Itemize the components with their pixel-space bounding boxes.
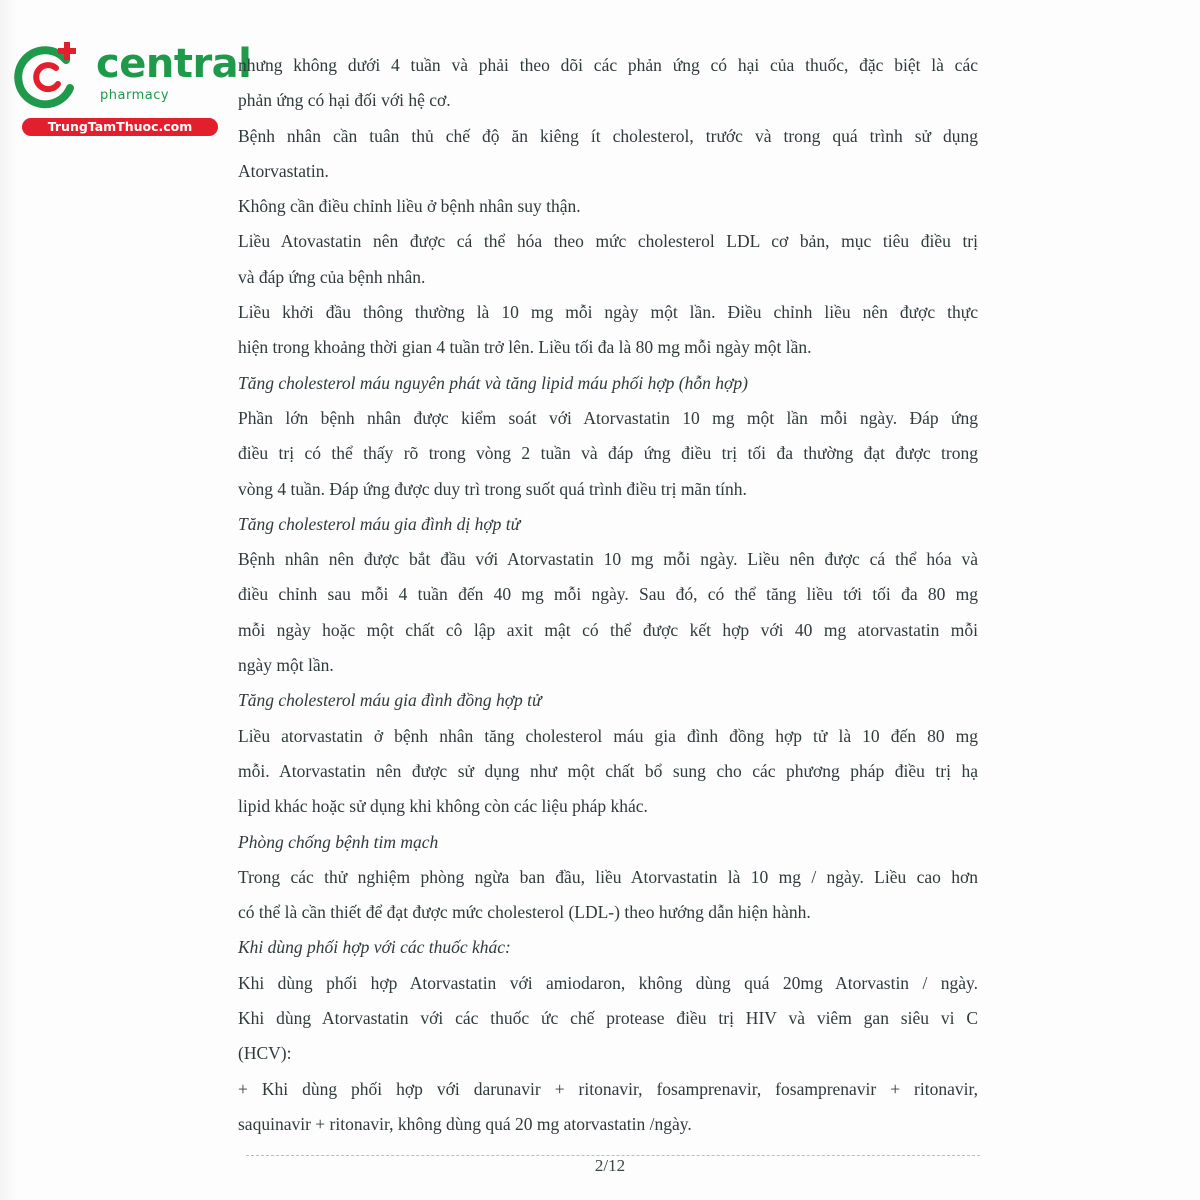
text-line: nhưng không dưới 4 tuần và phải theo dõi các phản ứng có hại của thuốc, đặc biệt là các [238, 55, 978, 75]
section-heading: Tăng cholesterol máu nguyên phát và tăng lipid máu phối hợp (hỗn hợp) [238, 372, 748, 393]
text-line: Atorvastatin. [238, 160, 329, 181]
text-line: điều chỉnh sau mỗi 4 tuần đến 40 mg mỗi ngày. Sau đó, có thể tăng liều tới tối đa 80 mg [238, 584, 978, 605]
brand-logo [10, 38, 252, 138]
document-body [238, 48, 978, 1142]
text-line: Khi dùng Atorvastatin với các thuốc ức chế protease điều trị HIV và viêm gan siêu vi C [238, 1008, 978, 1029]
text-line: saquinavir + ritonavir, không dùng quá 20 mg atorvastatin /ngày. [238, 1113, 692, 1134]
text-line: Phần lớn bệnh nhân được kiểm soát với Atorvastatin 10 mg một lần mỗi ngày. Đáp ứng [238, 407, 978, 428]
text-line: Liều khởi đầu thông thường là 10 mg mỗi ngày một lần. Điều chỉnh liều nên được thực [238, 302, 978, 323]
text-line: và đáp ứng của bệnh nhân. [238, 266, 426, 287]
logo-subtitle: pharmacy [100, 88, 170, 103]
central-pharmacy-logo-icon [10, 38, 86, 114]
text-line: (HCV): [238, 1043, 292, 1064]
text-line: ngày một lần. [238, 655, 334, 676]
text-line: Liều atorvastatin ở bệnh nhân tăng cholesterol máu gia đình đồng hợp tử là 10 đến 80 mg [238, 725, 978, 746]
text-line: Bệnh nhân cần tuân thủ chế độ ăn kiêng ít cholesterol, trước và trong quá trình sử dụng [238, 125, 978, 146]
text-line: mỗi. Atorvastatin nên được sử dụng như một chất bổ sung cho các phương pháp điều trị hạ [238, 760, 978, 781]
section-heading: Khi dùng phối hợp với các thuốc khác: [238, 937, 511, 958]
text-line: có thể là cần thiết để đạt được mức cholesterol (LDL-) theo hướng dẫn hiện hành. [238, 902, 811, 923]
text-line: vòng 4 tuần. Đáp ứng được duy trì trong suốt quá trình điều trị mãn tính. [238, 478, 747, 499]
text-line: lipid khác hoặc sử dụng khi không còn các liệu pháp khác. [238, 796, 648, 817]
scan-shadow [0, 0, 18, 1200]
text-line: điều trị có thể thấy rõ trong vòng 2 tuần và đáp ứng điều trị tối đa thường đạt được trong [238, 443, 978, 464]
text-line: + Khi dùng phối hợp với darunavir + ritonavir, fosamprenavir, fosamprenavir + ritonavir, [238, 1078, 978, 1099]
text-line: phản ứng có hại đối với hệ cơ. [238, 90, 451, 111]
logo-wordmark: central [96, 41, 252, 87]
section-heading: Tăng cholesterol máu gia đình dị hợp tử [238, 513, 521, 534]
section-heading: Phòng chống bệnh tim mạch [238, 831, 439, 852]
text-line: mỗi ngày hoặc một chất cô lập axit mật có thể được kết hợp với 40 mg atorvastatin mỗi [238, 619, 978, 640]
text-line: Trong các thử nghiệm phòng ngừa ban đầu, liều Atorvastatin là 10 mg / ngày. Liều cao hơn [238, 866, 978, 887]
text-line: Bệnh nhân nên được bắt đầu với Atorvastatin 10 mg mỗi ngày. Liều nên được cá thể hóa và [238, 549, 978, 570]
page-number: 2/12 [594, 1156, 626, 1175]
text-line: Khi dùng phối hợp Atorvastatin với amiodaron, không dùng quá 20mg Atorvastin / ngày. [238, 972, 978, 993]
logo-url-banner: TrungTamThuoc.com [22, 118, 218, 136]
text-line: hiện trong khoảng thời gian 4 tuần trở lên. Liều tối đa là 80 mg mỗi ngày một lần. [238, 337, 812, 358]
text-line: Không cần điều chỉnh liều ở bệnh nhân suy thận. [238, 196, 581, 217]
text-line: Liều Atovastatin nên được cá thể hóa theo mức cholesterol LDL cơ bản, mục tiêu điều trị [238, 231, 978, 252]
section-heading: Tăng cholesterol máu gia đình đồng hợp tử [238, 690, 542, 711]
